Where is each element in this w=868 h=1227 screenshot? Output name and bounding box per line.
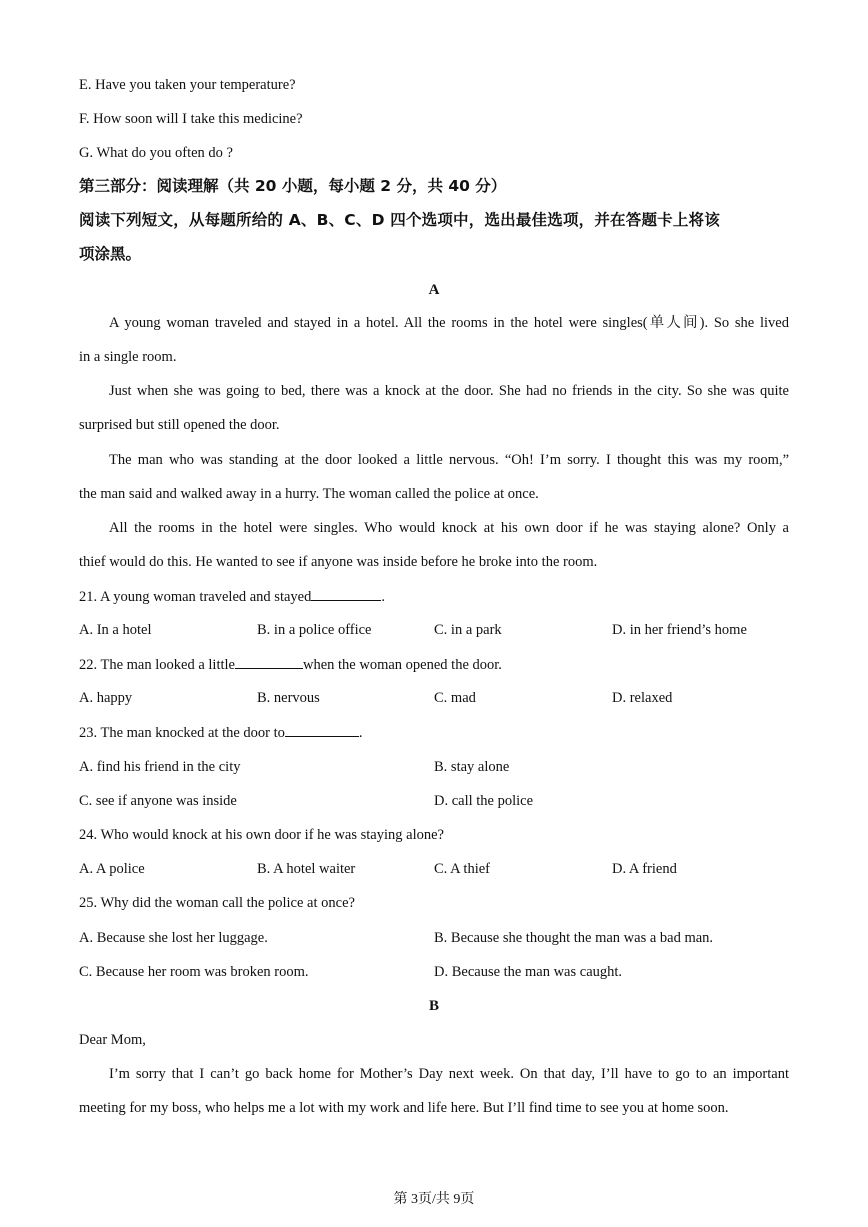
q23-option-c: C. see if anyone was inside xyxy=(79,793,237,809)
question-stem: 22. The man looked a little xyxy=(79,657,235,673)
part3-title: 第三部分：阅读理解（共 20 小题，每小题 2 分，共 40 分） xyxy=(79,177,507,195)
question-stem-end: when the woman opened the door. xyxy=(302,657,502,673)
q24-option-b: B. A hotel waiter xyxy=(257,861,356,877)
passage-a-p1-line1: A young woman traveled and stayed in a hotel. All the rooms in the hotel were singles(单人间). So she lived xyxy=(109,315,789,331)
part3-instruction-line2: 项涂黑。 xyxy=(79,245,142,263)
question-stem: 21. A young woman traveled and stayed xyxy=(79,589,312,605)
passage-a-p3-line2: the man said and walked away in a hurry. The woman called the police at once. xyxy=(79,486,539,502)
passage-a-p2-line2: surprised but still opened the door. xyxy=(79,417,280,433)
q25-option-c: C. Because her room was broken room. xyxy=(79,964,309,980)
q21-option-c: C. in a park xyxy=(434,622,502,638)
q23-option-d: D. call the police xyxy=(434,793,534,809)
passage-a-p1-line2: in a single room. xyxy=(79,349,177,365)
q25-option-d: D. Because the man was caught. xyxy=(434,964,623,980)
passage-b-p1-line2: meeting for my boss, who helps me a lot with my work and life here. But I’ll find time to see you at home soon. xyxy=(79,1100,729,1116)
question-24: 24. Who would knock at his own door if he was staying alone? xyxy=(79,827,444,843)
passage-b-p1-line1: I’m sorry that I can’t go back home for Mother’s Day next week. On that day, I’ll have to go to an important xyxy=(109,1066,789,1082)
option-f: F. How soon will I take this medicine? xyxy=(79,111,303,127)
question-stem-end: . xyxy=(381,589,385,605)
passage-b-greeting: Dear Mom, xyxy=(79,1032,146,1048)
question-stem: 23. The man knocked at the door to xyxy=(79,725,285,741)
q24-option-d: D. A friend xyxy=(612,861,677,877)
q23-option-a: A. find his friend in the city xyxy=(79,759,241,775)
q24-option-c: C. A thief xyxy=(434,861,490,877)
passage-a-p4-line2: thief would do this. He wanted to see if anyone was inside before he broke into the room. xyxy=(79,554,598,570)
answer-blank xyxy=(235,654,303,669)
q21-option-d: D. in her friend’s home xyxy=(612,622,747,638)
passage-a-heading: A xyxy=(428,282,440,298)
question-25: 25. Why did the woman call the police at once? xyxy=(79,895,355,911)
answer-blank xyxy=(311,586,381,601)
q23-option-b: B. stay alone xyxy=(434,759,510,775)
passage-a-p4-line1: All the rooms in the hotel were singles. Who would knock at his own door if he was staying alone? Only a xyxy=(109,520,789,536)
option-g: G. What do you often do ? xyxy=(79,145,233,161)
passage-b-heading: B xyxy=(428,998,439,1014)
q22-option-a: A. happy xyxy=(79,690,133,706)
question-21 xyxy=(79,586,385,607)
passage-a-p3-line1: The man who was standing at the door looked a little nervous. “Oh! I’m sorry. I thought this was my room,” xyxy=(109,452,789,468)
q22-option-b: B. nervous xyxy=(257,690,320,706)
part3-instruction-line1: 阅读下列短文，从每题所给的 A、B、C、D 四个选项中，选出最佳选项，并在答题卡上将该 xyxy=(79,211,720,229)
answer-blank xyxy=(285,722,359,737)
passage-a-p2-line1: Just when she was going to bed, there was a knock at the door. She had no friends in the city. So she was quite xyxy=(109,383,789,399)
q21-option-a: A. In a hotel xyxy=(79,622,152,638)
question-22 xyxy=(79,654,502,675)
q25-option-b: B. Because she thought the man was a bad man. xyxy=(434,930,714,946)
q21-option-b: B. in a police office xyxy=(257,622,372,638)
q22-option-d: D. relaxed xyxy=(612,690,673,706)
question-stem-end: . xyxy=(358,725,363,741)
q25-option-a: A. Because she lost her luggage. xyxy=(79,930,268,946)
question-23 xyxy=(79,722,363,743)
page-number: 第 3页/共 9页 xyxy=(393,1192,475,1207)
option-e: E. Have you taken your temperature? xyxy=(79,77,296,93)
q24-option-a: A. A police xyxy=(79,861,145,877)
q22-option-c: C. mad xyxy=(434,690,476,706)
